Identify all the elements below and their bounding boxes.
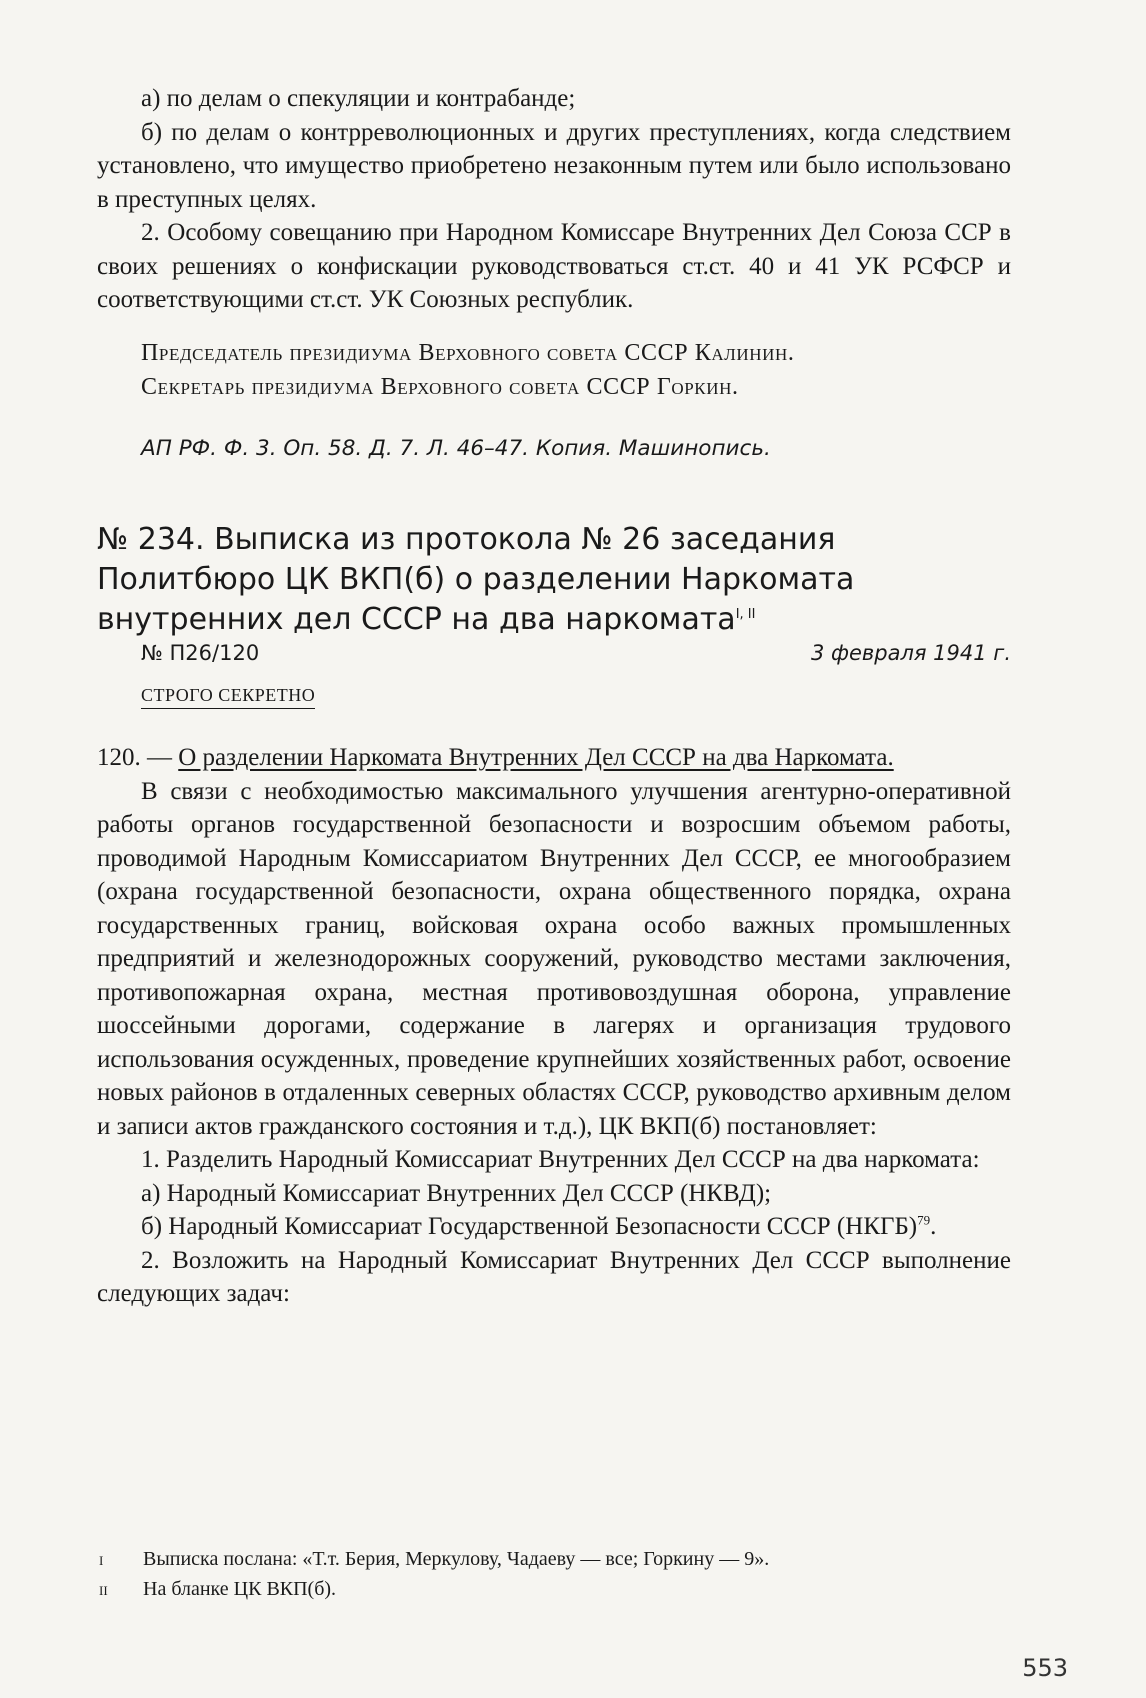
document-meta [97, 641, 1011, 665]
document-number: № П26/120 [141, 641, 260, 665]
endnote-79: 79 [917, 1212, 931, 1228]
document-header [97, 520, 1011, 640]
preamble: В связи с необходимостью максимального улучшения агентурно-оперативной работы органов государственной безопасности и возросшим объемом работы, проводимой Народным Комиссариатом Внутренних Дел СССР, ее многообразием (охрана государственной безопасности, охрана общественного порядка, охрана государственных границ, войсковая охрана особо важных промышленных предприятий и железнодорожных сооружений, руководство местами заключения, противопожарная охрана, местная противовоздушная оборона, управление шоссейными дорогами, содержание в лагерях и организация трудового использования осужденных, проведение крупнейших хозяйственных работ, освоение новых районов в отдаленных северных областях СССР, руководство архивным делом и записи актов гражданского состояния и т.д.), ЦК ВКП(б) постановляет: [97, 777, 1011, 1140]
footnote [97, 1545, 1011, 1575]
decree-item-a: а) по делам о спекуляции и контрабанде; [141, 85, 576, 112]
signature-chairman: Председатель президиума Верховного совета СССР Калинин. [141, 340, 795, 366]
decree-item-b: б) по делам о контрреволюционных и других преступлениях, когда следствием установлено, что имущество приобретено незаконным путем или было использовано в преступных целях. [97, 118, 1011, 213]
footnote-text: Выписка послана: «Т.т. Берия, Меркулову, Чадаеву — все; Горкину — 9». [143, 1548, 770, 1570]
point-2: 2. Возложить на Народный Комиссариат Внутренних Дел СССР выполнение следующих задач: [97, 1246, 1011, 1307]
title-footnote-marks: I, II [735, 607, 756, 622]
footnote-mark: I [99, 1553, 104, 1568]
item-heading: 120. — О разделении Наркомата Внутренних Дел СССР на два Наркомата. [97, 744, 894, 771]
decree-point-2: 2. Особому совещанию при Народном Комиссаре Внутренних Дел Союза ССР в своих решениях о конфискации руководствоваться ст.ст. 40 и 41 УК РСФСР и соответствующими ст.ст. УК Союзных республик. [97, 219, 1011, 313]
signature-secretary: Секретарь президиума Верховного совета СССР Горкин. [141, 374, 739, 400]
footnotes [97, 1545, 1011, 1605]
document-body [97, 741, 1011, 1311]
classification-stamp: СТРОГО СЕКРЕТНО [141, 685, 315, 709]
archive-reference: АП РФ. Ф. 3. Оп. 58. Д. 7. Л. 46–47. Копия. Машинопись. [141, 436, 771, 461]
footnote-mark: II [99, 1583, 108, 1598]
point-1a: а) Народный Комиссариат Внутренних Дел СССР (НКВД); [141, 1179, 772, 1207]
footnote-text: На бланке ЦК ВКП(б). [143, 1578, 337, 1600]
document-date: 3 февраля 1941 г. [810, 641, 1011, 665]
signatures [97, 336, 1011, 404]
document-title: № 234. Выписка из протокола № 26 заседания Политбюро ЦК ВКП(б) о разделении Наркомата внутренних дел СССР на два наркомата$^{I, II}$ [97, 522, 855, 637]
point-1b: б) Народный Комиссариат Государственной Безопасности СССР (НКГБ)$^{79}$. [141, 1212, 937, 1240]
decree-end [97, 82, 1011, 317]
footnote [97, 1575, 1011, 1605]
classification-block [97, 685, 1011, 709]
point-1: 1. Разделить Народный Комиссариат Внутренних Дел СССР на два наркомата: [141, 1146, 980, 1173]
archive-reference-block [97, 436, 1011, 461]
page-number: 553 [1022, 1654, 1068, 1682]
